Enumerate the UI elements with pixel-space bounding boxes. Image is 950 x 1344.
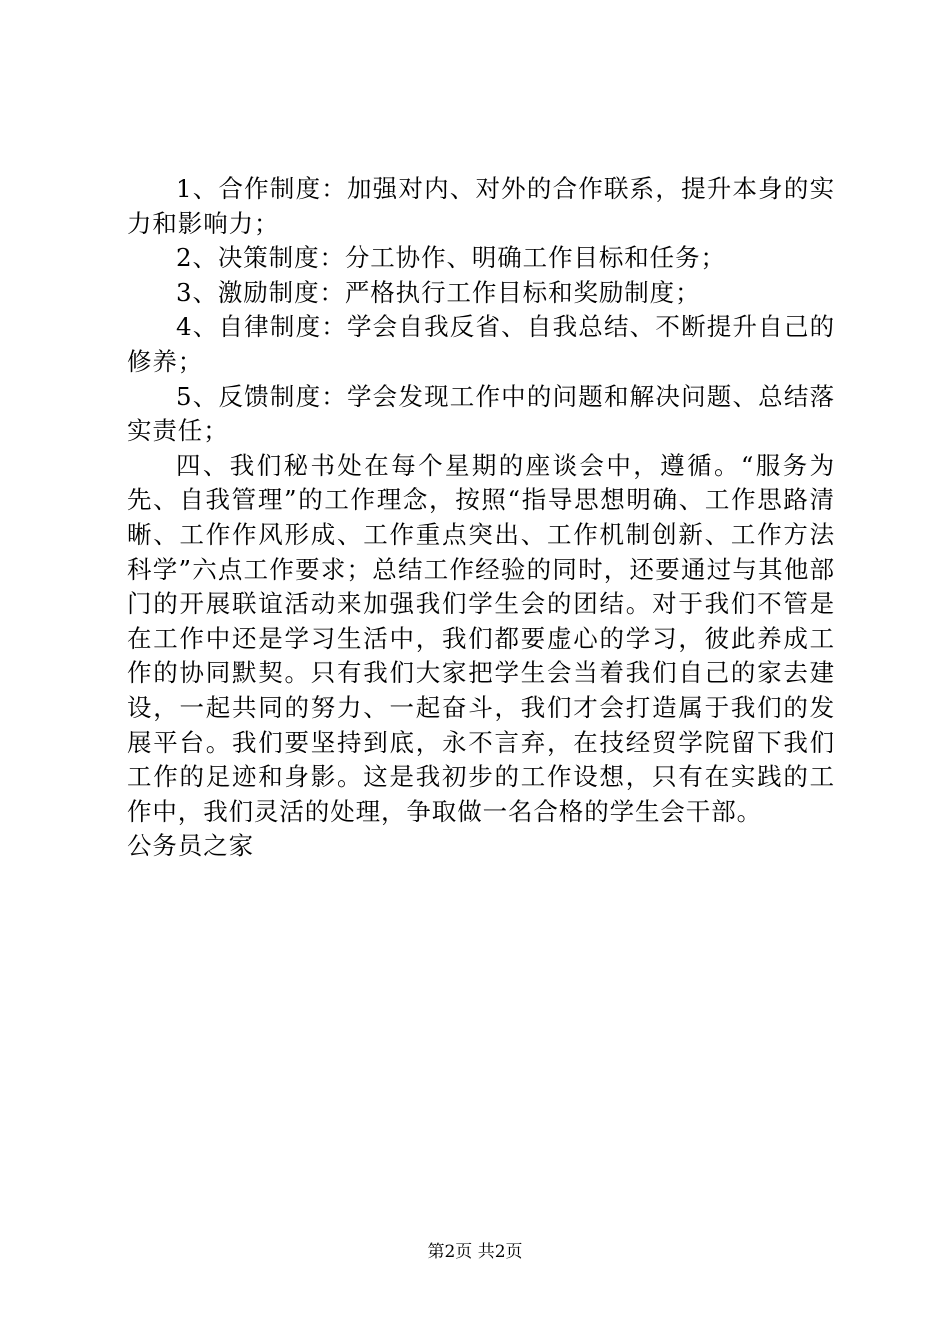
page-indicator: 第2页 共2页: [427, 1242, 523, 1262]
paragraph-feedback-system: 5、反馈制度：学会发现工作中的问题和解决问题、总结落实责任；: [127, 381, 835, 446]
paragraph-section-four: 四、我们秘书处在每个星期的座谈会中，遵循。“服务为先、自我管理”的工作理念，按照“指导思想明确、工作思路清晰、工作作风形成、工作重点突出、工作机制创新、工作方法科学”六点工作要求；总结工作经验的同时，还要通过与其他部门的开展联谊活动来加强我们学生会的团结。对于我们不管是在工作中还是学习生活中，我们都要虚心的学习，彼此养成工作的协同默契。只有我们大家把学生会当着我们自己的家去建设，一起共同的努力、一起奋斗，我们才会打造属于我们的发展平台。我们要坚持到底，永不言弃，在技经贸学院留下我们工作的足迹和身影。这是我初步的工作设想，只有在实践的工作中，我们灵活的处理，争取做一名合格的学生会干部。: [127, 450, 835, 826]
page-footer: [0, 1241, 950, 1263]
paragraph-self-discipline-system: 4、自律制度：学会自我反省、自我总结、不断提升自己的修养；: [127, 312, 835, 376]
paragraph-decision-system: 2、决策制度：分工协作、明确工作目标和任务；: [176, 243, 726, 273]
source-note: 公务员之家: [127, 831, 254, 861]
document-body: [127, 172, 835, 864]
paragraph-cooperation-system: 1、合作制度：加强对内、对外的合作联系，提升本身的实力和影响力；: [127, 174, 835, 238]
paragraph-incentive-system: 3、激励制度：严格执行工作目标和奖励制度；: [176, 277, 701, 307]
